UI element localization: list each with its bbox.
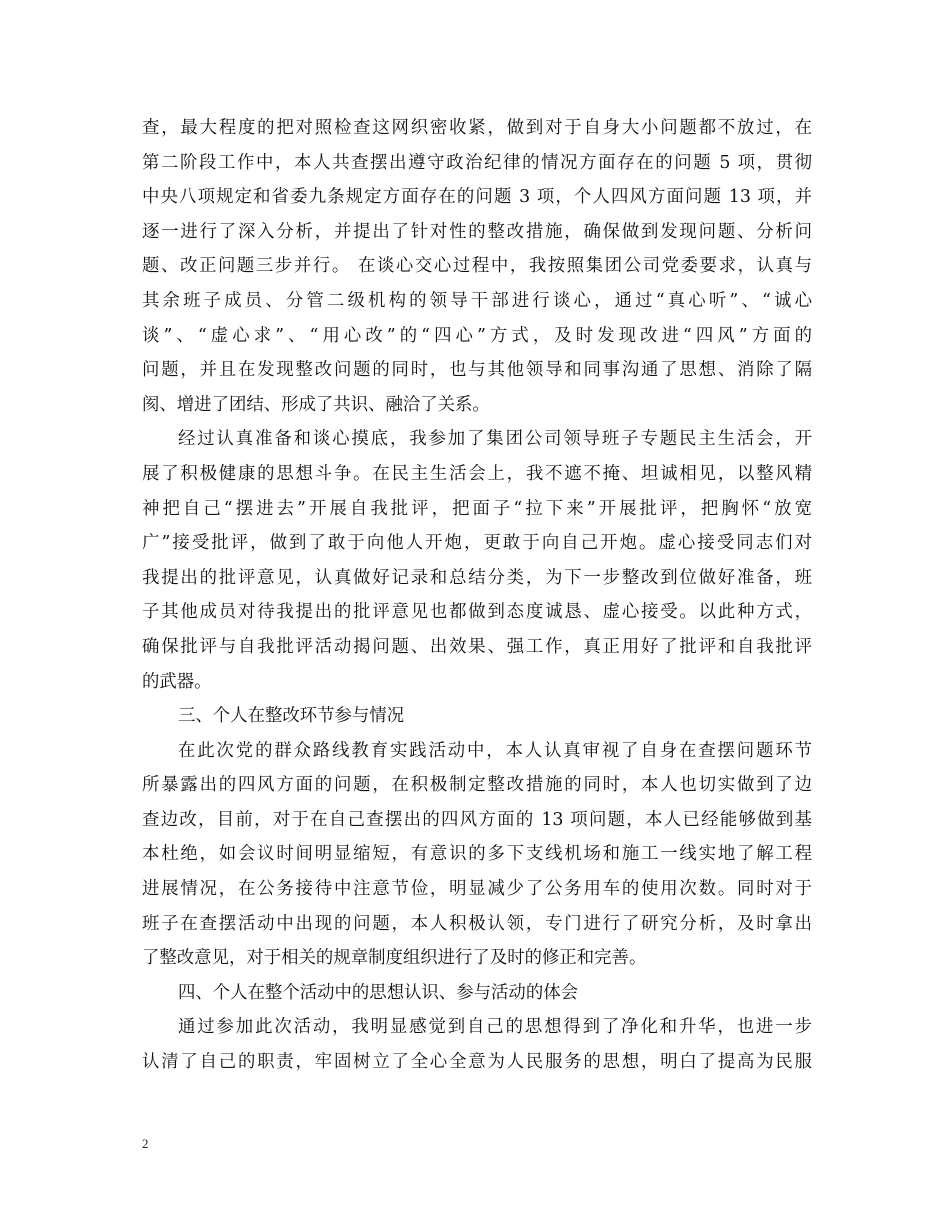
text-line: 通过参加此次活动，我明显感觉到自己的思想得到了净化和升华，也进一步: [178, 1017, 812, 1038]
paragraph-talk-process: [142, 111, 812, 422]
section-heading-rectification: 三、个人在整改环节参与情况: [178, 706, 405, 727]
text-line: 在此次党的群众路线教育实践活动中，本人认真审视了自身在查摆问题环节: [178, 740, 812, 761]
page-number: 2: [142, 1136, 149, 1151]
paragraph-democratic-life-meeting: [142, 422, 812, 699]
paragraph-reflection: [142, 1010, 812, 1079]
text-line: 阂、增进了团结、形成了共识、融洽了关系。: [142, 394, 490, 415]
text-line: 的武器。: [142, 671, 212, 692]
text-line: 广”接受批评，做到了敢于向他人开炮，更敢于向自己开炮。虚心接受同志们对: [142, 533, 812, 554]
text-line: 逐一进行了深入分析，并提出了针对性的整改措施，确保做到发现问题、分析问: [142, 221, 812, 242]
text-line: 展了积极健康的思想斗争。在民主生活会上，我不遮不掩、坦诚相见，以整风精: [142, 463, 812, 484]
text-line: 查，最大程度的把对照检查这网织密收紧，做到对于自身大小问题都不放过，在: [142, 118, 812, 138]
text-line: 查边改，目前，对于在自己查摆出的四风方面的 13 项问题，本人已经能够做到基: [142, 809, 812, 830]
text-line: 谈”、“虚心求”、“用心改”的“四心”方式，及时发现改进“四风”方面的: [142, 325, 812, 346]
text-line: 其余班子成员、分管二级机构的领导干部进行谈心，通过“真心听”、“诚心: [142, 290, 812, 311]
text-line: 认清了自己的职责，牢固树立了全心全意为人民服务的思想，明白了提高为民服: [142, 1052, 812, 1073]
text-line: 中央八项规定和省委九条规定方面存在的问题 3 项，个人四风方面问题 13 项，并: [142, 187, 812, 208]
text-line: 经过认真准备和谈心摸底，我参加了集团公司领导班子专题民主生活会，开: [178, 429, 812, 450]
section-heading-reflection: 四、个人在整个活动中的思想认识、参与活动的体会: [178, 982, 578, 1003]
text-line: 子其他成员对待我提出的批评意见也都做到态度诚恳、虚心接受。以此种方式，: [142, 602, 812, 623]
text-line: 本杜绝，如会议时间明显缩短，有意识的多下支线机场和施工一线实地了解工程: [142, 844, 812, 865]
text-line: 神把自己“摆进去”开展自我批评，把面子“拉下来”开展批评，把胸怀“放宽: [142, 498, 812, 519]
text-line: 我提出的批评意见，认真做好记录和总结分类，为下一步整改到位做好准备，班: [142, 567, 812, 588]
text-line: 确保批评与自我批评活动揭问题、出效果、强工作，真正用好了批评和自我批评: [142, 636, 812, 657]
text-line: 题、改正问题三步并行。 在谈心交心过程中，我按照集团公司党委要求，认真与: [142, 256, 812, 277]
text-line: 问题，并且在发现整改问题的同时，也与其他领导和同事沟通了思想、消除了隔: [142, 360, 812, 381]
text-line: 了整改意见，对于相关的规章制度组织进行了及时的修正和完善。: [142, 948, 647, 969]
text-line: 第二阶段工作中，本人共查摆出遵守政治纪律的情况方面存在的问题 5 项，贯彻: [142, 152, 812, 173]
text-line: 进展情况，在公务接待中注意节俭，明显减少了公务用车的使用次数。同时对于: [142, 879, 812, 900]
paragraph-rectification: [142, 734, 812, 976]
text-line: 所暴露出的四风方面的问题，在积极制定整改措施的同时，本人也切实做到了边: [142, 775, 812, 796]
text-line: 班子在查摆活动中出现的问题，本人积极认领，专门进行了研究分析，及时拿出: [142, 913, 812, 934]
document-body: [142, 111, 812, 1080]
